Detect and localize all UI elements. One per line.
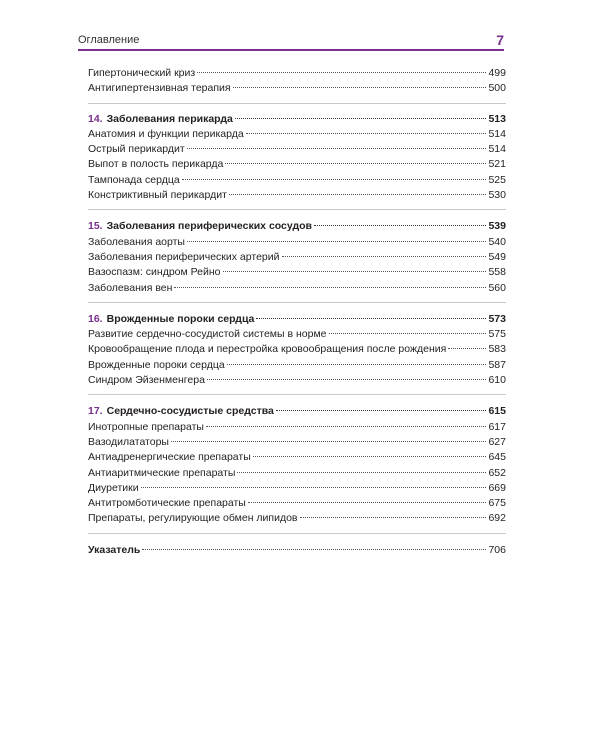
toc-chapter-heading[interactable] [88,219,506,234]
dot-leader [235,118,487,119]
toc-entry-page: 500 [488,82,506,95]
toc-entry-title: Кровообращение плода и перестройка кровообращения после рождения [88,343,447,356]
toc-chapter-heading[interactable] [88,404,506,419]
header-title: Оглавление [78,34,140,46]
toc-entry-page: 549 [488,250,506,263]
toc-entry-title: Врожденные пороки сердца [88,358,225,371]
table-of-contents [88,66,506,558]
toc-entry[interactable] [88,142,506,157]
dot-leader [187,241,486,242]
toc-entry-page: 499 [488,67,506,79]
dot-leader [248,502,487,503]
toc-index-entry[interactable] [88,543,506,558]
toc-entry[interactable] [88,466,506,481]
chapter-number: 14. [88,112,103,125]
toc-entry[interactable] [88,66,506,81]
toc-entry-title: Вазодилататоры [88,435,169,448]
toc-entry-title: Заболевания аорты [88,235,185,248]
toc-entry[interactable] [88,342,506,357]
toc-entry-page: 675 [488,497,506,510]
dot-leader [141,487,487,488]
toc-intro-block [88,66,506,104]
toc-entry[interactable] [88,157,506,172]
chapter-number: 15. [88,220,103,233]
dot-leader [300,517,487,518]
dot-leader [223,271,487,272]
dot-leader [227,364,487,365]
dot-leader [246,133,487,134]
toc-entry-page: 575 [488,328,506,341]
dot-leader [237,472,486,473]
toc-entry-page: 583 [488,343,506,356]
dot-leader [329,333,487,334]
toc-entry-page: 525 [488,173,506,186]
toc-entry-page: 692 [488,512,506,525]
dot-leader [187,148,487,149]
dot-leader [182,179,487,180]
toc-entry-page: 560 [488,281,506,294]
toc-entry[interactable] [88,420,506,435]
toc-entry-title: Антигипертензивная терапия [88,82,231,95]
dot-leader [276,410,487,411]
toc-entry-page: 514 [488,127,506,140]
header-rule [78,49,504,51]
dot-leader [174,287,486,288]
toc-entry[interactable] [88,173,506,188]
dot-leader [314,225,486,226]
toc-entry-page: 521 [488,158,506,171]
toc-entry-page: 587 [488,358,506,371]
toc-entry-title: Выпот в полость перикарда [88,158,224,171]
toc-entry-title: Антитромботические препараты [88,497,246,510]
dot-leader [282,256,487,257]
toc-entry[interactable] [88,188,506,203]
index-page: 706 [488,543,506,556]
chapter-number: 16. [88,312,103,325]
toc-entry[interactable] [88,127,506,142]
dot-leader [171,441,486,442]
header-page-number: 7 [496,32,504,48]
toc-entry-title: Антиаритмические препараты [88,466,236,479]
toc-entry-title: Вазоспазм: синдром Рейно [88,266,221,279]
chapter-title: Врожденные пороки сердца [106,312,255,325]
dot-leader [253,456,487,457]
dot-leader [225,163,486,164]
toc-entry-title: Синдром Эйзенменгера [88,374,205,387]
toc-entry[interactable] [88,265,506,280]
dot-leader [448,348,486,349]
toc-entry[interactable] [88,481,506,496]
dot-leader [256,318,486,319]
toc-entry-page: 540 [488,235,506,248]
toc-chapter-16 [88,312,506,395]
toc-entry-page: 530 [488,189,506,202]
chapter-number: 17. [88,405,103,418]
chapter-title: Сердечно-сосудистые средства [106,405,274,418]
toc-chapter-17 [88,404,506,533]
dot-leader [206,426,487,427]
toc-entry-title: Препараты, регулирующие обмен липидов [88,512,298,525]
toc-entry-title: Антиадренергические препараты [88,451,251,464]
toc-entry[interactable] [88,435,506,450]
toc-entry-title: Анатомия и функции перикарда [88,127,244,140]
index-title: Указатель [88,543,141,556]
chapter-page: 573 [488,312,506,325]
toc-entry-title: Заболевания периферических артерий [88,250,280,263]
chapter-page: 513 [488,112,506,125]
toc-entry-title: Развитие сердечно-сосудистой системы в норме [88,328,327,341]
dot-leader [229,194,487,195]
toc-entry[interactable] [88,450,506,465]
toc-entry[interactable] [88,373,506,388]
chapter-page: 539 [488,220,506,233]
chapter-title: Заболевания перикарда [106,112,233,125]
toc-entry[interactable] [88,281,506,296]
dot-leader [142,549,486,550]
toc-entry-title: Диуретики [88,481,139,494]
toc-chapter-14 [88,112,506,211]
toc-entry-title: Острый перикардит [88,143,185,156]
toc-entry[interactable] [88,250,506,265]
dot-leader [233,87,487,88]
toc-entry-title: Инотропные препараты [88,420,204,433]
toc-entry-page: 610 [488,374,506,387]
page-header [78,34,504,50]
toc-chapter-15 [88,219,506,302]
toc-entry-page: 558 [488,266,506,279]
toc-chapter-heading[interactable] [88,112,506,127]
toc-entry[interactable] [88,327,506,342]
dot-leader [197,72,486,73]
toc-entry-page: 645 [488,451,506,464]
toc-entry-page: 627 [488,435,506,448]
toc-entry-title: Тампонада сердца [88,173,180,186]
toc-entry-title: Констриктивный перикардит [88,189,227,202]
toc-entry-page: 514 [488,143,506,156]
toc-entry[interactable] [88,81,506,96]
toc-entry-title: Заболевания вен [88,281,173,294]
chapter-page: 615 [488,405,506,418]
toc-entry-page: 652 [488,466,506,479]
toc-entry[interactable] [88,496,506,511]
toc-chapter-heading[interactable] [88,312,506,327]
toc-entry[interactable] [88,235,506,250]
toc-entry-page: 669 [488,481,506,494]
toc-entry-title: Гипертонический криз [88,67,196,79]
chapter-title: Заболевания периферических сосудов [106,220,313,233]
toc-entry[interactable] [88,358,506,373]
dot-leader [207,379,487,380]
toc-entry-page: 617 [488,420,506,433]
toc-entry[interactable] [88,511,506,526]
